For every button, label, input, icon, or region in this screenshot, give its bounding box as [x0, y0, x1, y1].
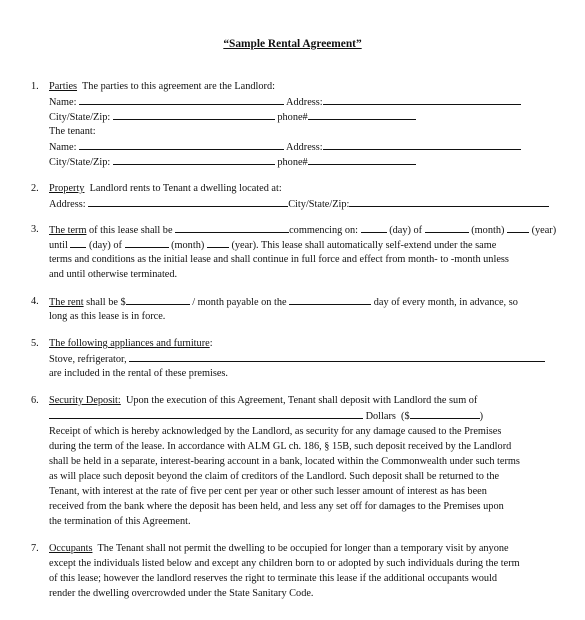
term-text: (month): [171, 240, 205, 251]
property-address-label: Address:: [49, 199, 86, 210]
term-text: (year): [531, 225, 557, 236]
section-heading: Occupants: [49, 543, 93, 554]
section-heading: Security Deposit:: [49, 395, 121, 406]
rent-text: day of every month, in advance, so: [373, 297, 518, 308]
tenant-address-blank[interactable]: [323, 139, 521, 150]
property-city-label: City/State/Zip:: [288, 199, 350, 210]
end-day-blank[interactable]: [70, 237, 86, 248]
property-address-blank[interactable]: [88, 196, 288, 207]
deposit-line: as will place such deposit beyond the claim of creditors of the Landlord. Such deposit shall be returned to the: [49, 471, 500, 482]
deposit-paren: ($: [401, 411, 410, 422]
section-number: 3.: [31, 224, 39, 235]
deposit-line: Tenant, with interest at the rate of five per cent per year or other such lesser amount of interest as has been: [49, 486, 487, 497]
section-heading: Property: [49, 183, 85, 194]
section-number: 2.: [31, 183, 39, 194]
end-month-blank[interactable]: [125, 237, 169, 248]
landlord-address-blank[interactable]: [323, 94, 521, 105]
deposit-paren: ): [479, 411, 484, 422]
rent-text: shall be $: [86, 297, 126, 308]
section-number: 1.: [31, 81, 39, 92]
term-text: (year). This lease shall automatically self-extend under the same: [231, 240, 497, 251]
start-day-blank[interactable]: [361, 222, 387, 233]
tenant-city-label: City/State/Zip:: [49, 157, 111, 168]
section-number: 4.: [31, 296, 39, 307]
landlord-phone-blank[interactable]: [308, 109, 416, 120]
term-line: and until otherwise terminated.: [49, 269, 178, 280]
section-heading: The term: [49, 225, 87, 236]
property-intro: Landlord rents to Tenant a dwelling located at:: [89, 183, 282, 194]
landlord-address-label: Address:: [286, 97, 323, 108]
tenant-label: The tenant:: [49, 126, 96, 137]
tenant-address-label: Address:: [286, 142, 323, 153]
tenant-phone-label: phone#: [277, 157, 308, 168]
landlord-city-label: City/State/Zip:: [49, 112, 111, 123]
rent-text: / month payable on the: [192, 297, 287, 308]
landlord-name-blank[interactable]: [79, 94, 284, 105]
end-year-blank[interactable]: [207, 237, 229, 248]
landlord-city-blank[interactable]: [113, 109, 275, 120]
section-number: 5.: [31, 338, 39, 349]
tenant-name-blank[interactable]: [79, 139, 284, 150]
rent-amount-blank[interactable]: [126, 294, 190, 305]
parties-intro: The parties to this agreement are the Landlord:: [82, 81, 275, 92]
appliances-colon: :: [209, 338, 213, 349]
term-text: commencing on:: [289, 225, 359, 236]
deposit-line: received from the bank where the deposit has been held, and less any set off for damages to the Premises upon: [49, 501, 504, 512]
deposit-intro: Upon the execution of this Agreement, Tenant shall deposit with Landlord the sum of: [125, 395, 478, 406]
deposit-line: the termination of this Agreement.: [49, 516, 191, 527]
term-text: (day) of: [89, 240, 122, 251]
term-length-blank[interactable]: [175, 222, 289, 233]
deposit-dollars-label: Dollars: [365, 411, 396, 422]
deposit-line: Receipt of which is hereby acknowledged by the Landlord, as security for any damage caused to the Premises: [49, 426, 502, 437]
occupants-intro: The Tenant shall not permit the dwelling to be occupied for longer than a temporary visit by anyone: [97, 543, 509, 554]
rent-line: long as this lease is in force.: [49, 311, 166, 322]
term-text: until: [49, 240, 68, 251]
document-title: “Sample Rental Agreement”: [223, 38, 362, 50]
tenant-name-label: Name:: [49, 142, 77, 153]
section-heading: The rent: [49, 297, 84, 308]
occupants-line: of this lease; however the landlord reserves the right to terminate this lease if the additional occupants would: [49, 573, 498, 584]
tenant-city-blank[interactable]: [113, 154, 275, 165]
section-heading: The following appliances and furniture: [49, 338, 210, 349]
section-heading: Parties: [49, 81, 78, 92]
appliances-line: are included in the rental of these premises.: [49, 368, 228, 379]
rent-day-blank[interactable]: [289, 294, 371, 305]
tenant-phone-blank[interactable]: [308, 154, 416, 165]
appliances-blank[interactable]: [129, 351, 545, 362]
term-text: (month): [471, 225, 505, 236]
deposit-words-blank[interactable]: [49, 408, 363, 419]
property-city-blank[interactable]: [349, 196, 549, 207]
term-text: (day) of: [389, 225, 423, 236]
start-month-blank[interactable]: [425, 222, 469, 233]
term-text: of this lease shall be: [89, 225, 173, 236]
landlord-phone-label: phone#: [277, 112, 308, 123]
section-number: 6.: [31, 395, 39, 406]
deposit-line: shall be held in a separate, interest-bearing account in a bank, located within the Commonwealth under such terms: [49, 456, 520, 467]
occupants-line: render the dwelling overcrowded under the State Sanitary Code.: [49, 588, 314, 599]
landlord-name-label: Name:: [49, 97, 77, 108]
section-number: 7.: [31, 543, 39, 554]
appliances-list-label: Stove, refrigerator,: [49, 354, 127, 365]
occupants-line: except the individuals listed below and except any children born to or adopted by such individuals during the term: [49, 558, 520, 569]
deposit-amount-blank[interactable]: [410, 408, 480, 419]
term-line: terms and conditions as the initial lease and shall continue in full force and effect from month- to -month unless: [49, 254, 509, 265]
deposit-line: during the term of the lease. In accordance with ALM GL ch. 186, § 15B, such deposit received by the Landlord: [49, 441, 512, 452]
start-year-blank[interactable]: [507, 222, 529, 233]
